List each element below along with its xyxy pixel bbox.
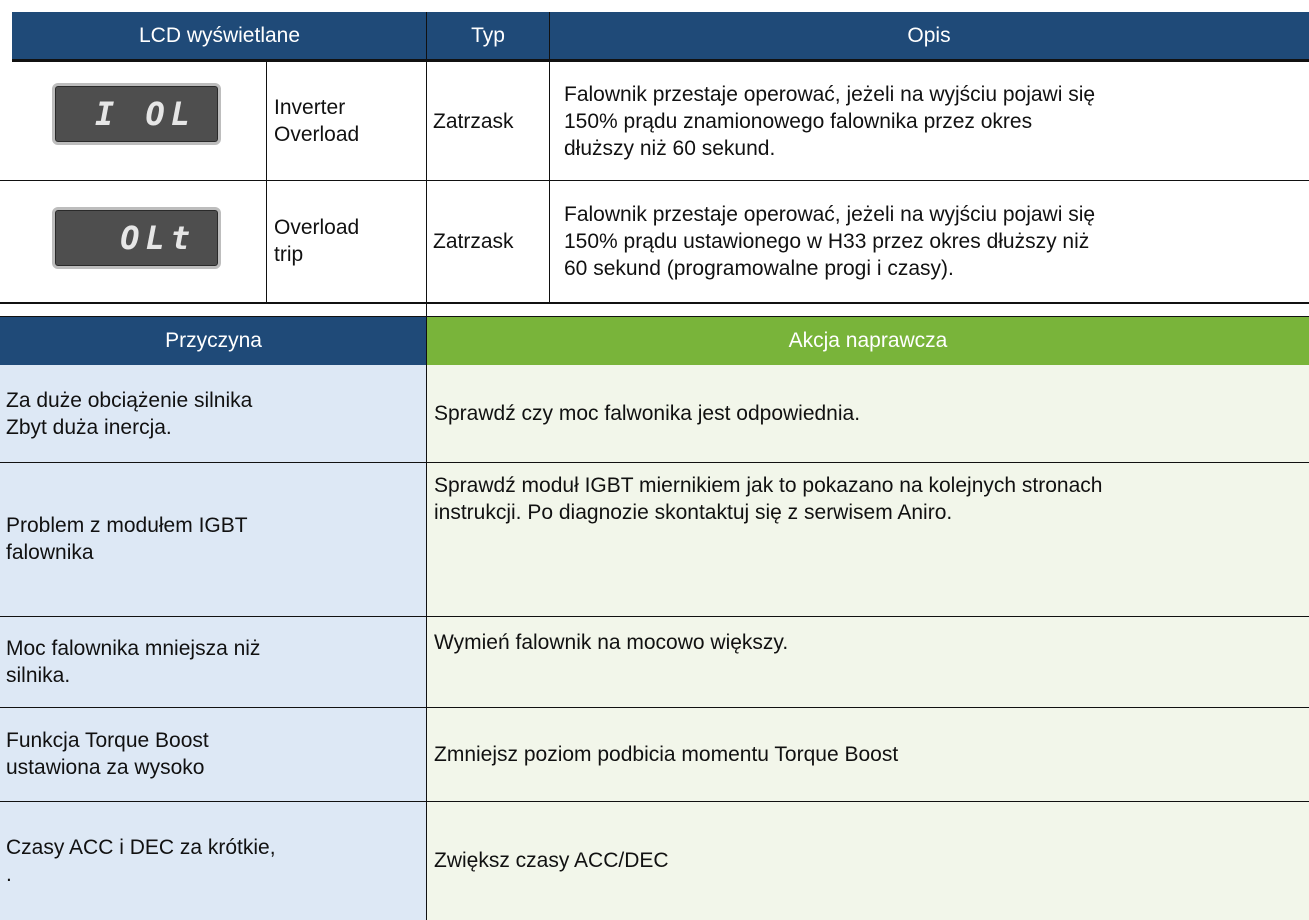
- action-1: Sprawdź czy moc falwonika jest odpowiednia.: [434, 402, 861, 425]
- header-type: [427, 12, 549, 59]
- grid-line: [0, 462, 1309, 463]
- header-cause: [0, 317, 427, 365]
- cause-2: Problem z modułem IGBT falownika: [6, 514, 248, 564]
- fault-2-type: Zatrzask: [433, 229, 514, 253]
- lcd-display-2: [52, 207, 221, 269]
- grid-line: [12, 59, 1309, 62]
- grid-line: [426, 12, 427, 920]
- lcd-display-2-text: OLt: [120, 219, 196, 257]
- grid-line: [0, 316, 1309, 317]
- header-lcd: [12, 12, 427, 59]
- action-4: Zmniejsz poziom podbicia momentu Torque Boost: [434, 742, 899, 766]
- grid-line: [0, 801, 1309, 802]
- fault-2-description: Falownik przestaje operować, jeżeli na wyjściu pojawi się 150% prądu ustawionego w H33 przez okres dłuższy niż 60 sekund (programowalne progi i czasy).: [564, 202, 1096, 280]
- header-lcd-label: LCD wyświetlane: [138, 23, 301, 47]
- cause-3: Moc falownika mniejsza niż silnika.: [6, 636, 261, 687]
- grid-line: [0, 180, 1309, 181]
- fault-1-name: Inverter Overload: [274, 96, 360, 146]
- header-cause-label: Przyczyna: [165, 329, 262, 352]
- cause-4: Funkcja Torque Boost ustawiona za wysoko: [6, 729, 209, 779]
- fault-2-name: Overload trip: [274, 216, 360, 266]
- grid-line: [549, 12, 550, 304]
- header-description-label: Opis: [907, 23, 951, 47]
- cause-5: Czasy ACC i DEC za krótkie, .: [6, 835, 276, 886]
- cause-1: Za duże obciążenie silnika Zbyt duża inercja.: [6, 388, 253, 439]
- lcd-display-1-text: I OL: [94, 95, 196, 133]
- grid-line: [0, 616, 1309, 617]
- header-type-label: Typ: [471, 23, 505, 47]
- action-2: Sprawdź moduł IGBT miernikiem jak to pokazano na kolejnych stronach instrukcji. Po diagnozie skontaktuj się z serwisem Aniro.: [434, 474, 1103, 524]
- header-action-label: Akcja naprawcza: [788, 329, 948, 352]
- header-action: [427, 317, 1309, 365]
- grid-line: [0, 707, 1309, 708]
- lcd-display-1: [52, 83, 221, 145]
- grid-line: [266, 59, 267, 304]
- action-3: Wymień falownik na mocowo większy.: [434, 631, 789, 654]
- fault-1-description: Falownik przestaje operować, jeżeli na wyjściu pojawi się 150% prądu znamionowego falownika przez okres dłuższy niż 60 sekund.: [564, 82, 1096, 160]
- fault-1-type: Zatrzask: [433, 109, 514, 133]
- grid-line: [0, 302, 1309, 304]
- action-5: Zwiększ czasy ACC/DEC: [434, 849, 669, 872]
- header-description: [549, 12, 1309, 59]
